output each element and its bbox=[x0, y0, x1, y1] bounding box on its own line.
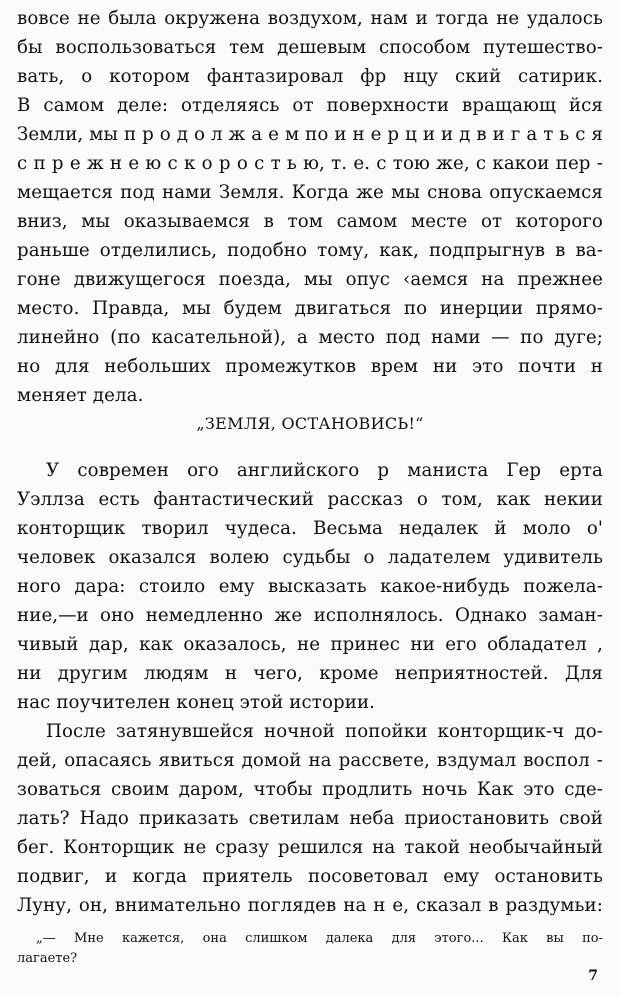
text-line: подвиг, и когда приятель посоветовал ему остановить bbox=[17, 866, 603, 887]
text-line: но для небольших промежутков врем ни это почти н bbox=[17, 356, 603, 377]
text-line: вниз, мы оказываемся в том самом месте от которого bbox=[17, 211, 603, 232]
text-line: ни другим людям н чего, кроме неприятностей. Для bbox=[17, 663, 603, 684]
text-line: В самом деле: отделяясь от поверхности вращающ йся bbox=[17, 95, 603, 116]
page-number: 7 bbox=[588, 968, 598, 984]
text-line: место. Правда, мы будем двигаться по инерции прямо- bbox=[17, 298, 603, 319]
text-line: нас поучителен конец этой истории. bbox=[17, 692, 376, 713]
text-line: лать? Надо приказать светилам неба приостановить свой bbox=[17, 808, 603, 829]
text-line: меняет дела. bbox=[17, 385, 144, 406]
text-line: зоваться своим даром, чтобы продлить ночь Как это сде- bbox=[17, 779, 603, 800]
text-line: вать, о котором фантазировал фр нцу ский сатирик. bbox=[17, 66, 603, 87]
text-line: Земли, мы п р о д о л ж а е м по и н е р ц и и д в и г а т ь с я bbox=[17, 124, 603, 145]
text-line: конторщик творил чудеса. Весьма недалек й моло о' bbox=[17, 518, 603, 539]
text-line: бы воспользоваться тем дешевым способом путешество- bbox=[17, 37, 603, 58]
text-line: с п р е ж н е ю с к о р о с т ь ю, т. е. с тою же, с какои пер - bbox=[17, 153, 603, 174]
text-line: ного дара: стоило ему высказать какое-нибудь пожела- bbox=[17, 576, 603, 597]
text-line: ние,—и оно немедленно же исполнялось. Однако заман- bbox=[17, 605, 603, 626]
section-heading: „ЗЕМЛЯ, ОСТАНОВИСЬ!“ bbox=[196, 414, 424, 433]
text-line: вовсе не была окружена воздухом, нам и тогда не удалось bbox=[17, 8, 603, 29]
text-line: раньше отделились, подобно тому, как, подпрыгнув в ва- bbox=[17, 240, 603, 261]
text-line: мещается под нами Земля. Когда же мы снова опускаемся bbox=[17, 182, 603, 203]
text-line: После затянувшейся ночной попойки конторщик-ч до- bbox=[46, 721, 603, 742]
text-line: У современ ого английского р маниста Гер ерта bbox=[46, 460, 603, 481]
text-line: чивый дар, как оказалось, не принес ни его обладател , bbox=[17, 634, 603, 655]
quote-line: лагаете? bbox=[17, 951, 78, 966]
text-line: Луну, он, внимательно поглядев на н е, сказал в раздумьи: bbox=[17, 895, 603, 916]
text-line: Уэллза есть фантастический рассказ о том, как некии bbox=[17, 489, 603, 510]
text-line: человек оказался волею судьбы о ладателем удивитель bbox=[17, 547, 603, 568]
text-line: линейно (по касательной), а место под нами — по дуге; bbox=[17, 327, 603, 348]
text-line: гоне движущегося поезда, мы опус ‹аемся на прежнее bbox=[17, 269, 603, 290]
text-line: дей, опасаясь явиться домой на рассвете, вздумал воспол - bbox=[17, 750, 603, 771]
text-line: бег. Конторщик не сразу решился на такой необычайный bbox=[17, 837, 603, 858]
quote-line: „— Мне кажется, она слишком далека для этого... Как вы по- bbox=[36, 931, 603, 946]
